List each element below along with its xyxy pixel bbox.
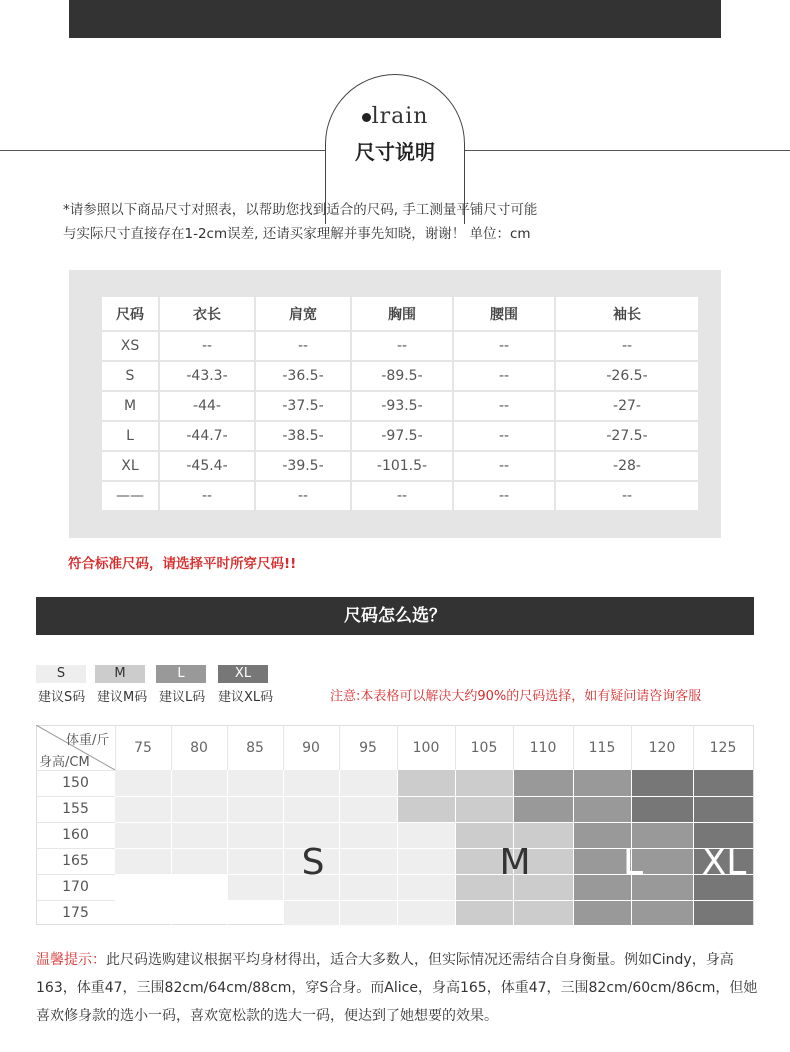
header-sleeve: 袖长 xyxy=(556,297,698,330)
cell-sleeve: -27- xyxy=(556,392,698,420)
weight-label: 95 xyxy=(359,740,377,756)
weight-label: 100 xyxy=(412,740,440,756)
legend-label-xl: 建议XL码 xyxy=(218,690,274,705)
weight-label: 105 xyxy=(470,740,498,756)
table-row xyxy=(102,332,698,360)
zone-s xyxy=(283,900,455,925)
cell-waist: -- xyxy=(454,332,554,360)
grid-line xyxy=(115,900,753,901)
cell-size: L xyxy=(102,422,158,450)
cell-size: S xyxy=(102,362,158,390)
height-axis-label: 身高/CM xyxy=(39,755,90,770)
cell-waist: -- xyxy=(454,482,554,510)
cell-sleeve: -- xyxy=(556,332,698,360)
cell-shoulder: -- xyxy=(256,332,350,360)
cell-length: -- xyxy=(160,332,254,360)
grid-line xyxy=(36,900,115,901)
weight-label: 110 xyxy=(529,740,557,756)
cell-length: -43.3- xyxy=(160,362,254,390)
tips-label: 温馨提示： xyxy=(36,952,106,968)
intro-line-1: *请参照以下商品尺寸对照表，以帮助您找到适合的尺码, 手工测量平铺尺寸可能 xyxy=(63,202,538,218)
grid-line xyxy=(36,848,115,849)
cell-sleeve: -- xyxy=(556,482,698,510)
brand-logo xyxy=(325,104,465,129)
cell-size: —— xyxy=(102,482,158,510)
legend-swatch-l: L xyxy=(156,665,206,683)
cell-shoulder: -36.5- xyxy=(256,362,350,390)
cell-shoulder: -- xyxy=(256,482,350,510)
cell-bust: -93.5- xyxy=(352,392,452,420)
grid-line xyxy=(115,822,753,823)
table-row xyxy=(102,392,698,420)
grid-line xyxy=(36,796,115,797)
weight-label: 80 xyxy=(190,740,208,756)
weight-label: 115 xyxy=(588,740,616,756)
grid-line xyxy=(36,822,115,823)
height-label: 165 xyxy=(62,853,89,869)
height-label: 160 xyxy=(62,827,89,843)
header-waist: 腰围 xyxy=(454,297,554,330)
header-size: 尺码 xyxy=(102,297,158,330)
cell-size: XL xyxy=(102,452,158,480)
cell-sleeve: -28- xyxy=(556,452,698,480)
tips-text: 此尺码选购建议根据平均身材得出，适合大多数人，但实际情况还需结合自身衡量。例如Cindy，身高163，体重47，三围82cm/64cm/88cm，穿S合身。而Alice，身高165，体重47，三围82cm/60cm/86cm，但她喜欢修身款的选小一码，喜欢宽松款的选大一码，便达到了她想要的效果。 xyxy=(36,952,758,1024)
cell-bust: -97.5- xyxy=(352,422,452,450)
cell-waist: -- xyxy=(454,392,554,420)
weight-axis-label: 体重/斤 xyxy=(66,733,110,748)
cell-shoulder: -39.5- xyxy=(256,452,350,480)
grid-line xyxy=(36,770,115,771)
weight-label: 125 xyxy=(709,740,737,756)
brand-name: lrain xyxy=(371,104,429,129)
cell-waist: -- xyxy=(454,422,554,450)
header-divider-left xyxy=(0,150,326,151)
intro-line-2: 与实际尺寸直接存在1-2cm误差, 还请买家理解并事先知晓，谢谢！ 单位：cm xyxy=(63,226,531,242)
legend-swatch-xl: XL xyxy=(218,665,268,683)
cell-size: M xyxy=(102,392,158,420)
cell-shoulder: -38.5- xyxy=(256,422,350,450)
cell-shoulder: -37.5- xyxy=(256,392,350,420)
accuracy-warning: 注意:本表格可以解决大约90%的尺码选择，如有疑问请咨询客服 xyxy=(330,689,702,704)
zone-s xyxy=(227,874,455,900)
zone-letter-m: M xyxy=(499,842,531,883)
weight-label: 120 xyxy=(648,740,676,756)
legend-swatch-m: M xyxy=(95,665,145,683)
zone-letter-s: S xyxy=(301,842,325,883)
table-row xyxy=(102,422,698,450)
top-banner xyxy=(69,0,721,38)
height-label: 155 xyxy=(62,801,89,817)
cell-bust: -- xyxy=(352,332,452,360)
legend-label-m: 建议M码 xyxy=(97,690,148,705)
size-table xyxy=(100,295,700,512)
cell-sleeve: -26.5- xyxy=(556,362,698,390)
grid-line xyxy=(115,796,753,797)
cell-length: -45.4- xyxy=(160,452,254,480)
table-row xyxy=(102,452,698,480)
cell-sleeve: -27.5- xyxy=(556,422,698,450)
weight-label: 85 xyxy=(246,740,264,756)
height-label: 170 xyxy=(62,879,89,895)
table-row xyxy=(102,362,698,390)
cell-bust: -89.5- xyxy=(352,362,452,390)
zone-letter-xl: XL xyxy=(701,842,747,883)
grid-line xyxy=(36,874,115,875)
table-row xyxy=(102,482,698,510)
legend-label-s: 建议S码 xyxy=(38,690,86,705)
height-label: 175 xyxy=(62,905,89,921)
legend-swatch-s: S xyxy=(36,665,86,683)
cell-bust: -101.5- xyxy=(352,452,452,480)
choose-size-banner: 尺码怎么选？ xyxy=(36,597,754,635)
cell-length: -- xyxy=(160,482,254,510)
grid-line xyxy=(115,848,753,849)
standard-size-note: 符合标准尺码，请选择平时所穿尺码!! xyxy=(68,556,297,572)
legend-label-l: 建议L码 xyxy=(159,690,206,705)
brand-dot-icon xyxy=(362,113,371,122)
cell-size: XS xyxy=(102,332,158,360)
cell-bust: -- xyxy=(352,482,452,510)
size-table-header xyxy=(102,297,698,330)
header-length: 衣长 xyxy=(160,297,254,330)
cell-waist: -- xyxy=(454,362,554,390)
page-title: 尺寸说明 xyxy=(355,140,435,164)
tips-paragraph xyxy=(36,946,758,1030)
cell-length: -44.7- xyxy=(160,422,254,450)
cell-length: -44- xyxy=(160,392,254,420)
zone-letter-l: L xyxy=(622,842,644,883)
cell-waist: -- xyxy=(454,452,554,480)
grid-line xyxy=(115,874,753,875)
header-bust: 胸围 xyxy=(352,297,452,330)
header-divider-right xyxy=(464,150,790,151)
weight-label: 75 xyxy=(134,740,152,756)
header-shoulder: 肩宽 xyxy=(256,297,350,330)
guide-corner xyxy=(36,725,115,770)
height-label: 150 xyxy=(62,775,89,791)
weight-label: 90 xyxy=(302,740,320,756)
